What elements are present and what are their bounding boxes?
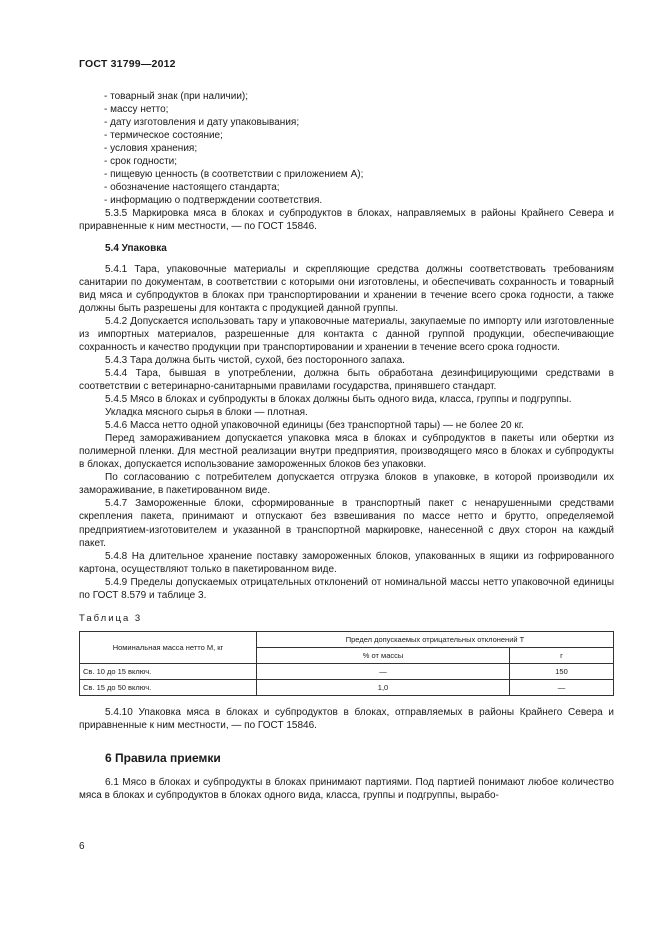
table-row: [80, 663, 614, 679]
list-item: - пищевую ценность (в соответствии с приложением А);: [104, 169, 364, 181]
paragraph-5-4-2: 5.4.2 Допускается использовать тару и упаковочные материалы, закупаемые по импорту или изготовленные из импортных материалов, разрешенные для контакта с данной группой продукции, обеспечивающие сохранность и качество продукции при транспортировании и хранении в течение всего срока годности.: [79, 315, 614, 353]
section-heading-6: 6 Правила приемки: [105, 751, 221, 766]
paragraph-5-4-6-agreement: По согласованию с потребителем допускается отгрузка блоков в упаковке, в которой производили их замораживание, в пакетированном виде.: [79, 472, 614, 497]
paragraph-5-4-7: 5.4.7 Замороженные блоки, сформированные в транспортный пакет с ненарушенными средствами скрепления пакета, принимают и отпускают без взвешивания по массе нетто и брутто, определяемой предприятием-изготовителем и указанной в транспортной маркировке, нанесенной с двух сторон на каждый пакет.: [79, 498, 614, 549]
table-header-grams: г: [510, 647, 614, 663]
paragraph-5-4-10: 5.4.10 Упаковка мяса в блоках и субпродуктов в блоках, отправляемых в районы Крайнего Севера и приравненные к ним местности, — по ГОСТ 15846.: [79, 707, 614, 732]
paragraph-5-4-5-packing: Укладка мясного сырья в блоки — плотная.: [105, 407, 308, 419]
paragraph-5-4-9: 5.4.9 Пределы допускаемых отрицательных отклонений от номинальной массы нетто упаковочной единицы по ГОСТ 8.579 и таблице 3.: [79, 576, 614, 601]
table-cell-percent: —: [257, 663, 510, 679]
paragraph-5-4-4: 5.4.4 Тара, бывшая в употреблении, должна быть обработана дезинфицирующими средствами в соответствии с ветеринарно-санитарными правилами государства, принявшего стандарт.: [79, 367, 614, 392]
table-cell-grams: —: [510, 679, 614, 695]
list-item: - массу нетто;: [104, 104, 169, 116]
list-item: - условия хранения;: [104, 143, 198, 155]
table-header-row: [80, 631, 614, 647]
list-item: - обозначение настоящего стандарта;: [104, 182, 280, 194]
list-item: - информацию о подтверждении соответствия.: [104, 195, 323, 207]
list-item: - товарный знак (при наличии);: [104, 91, 249, 102]
section-heading-5-4: 5.4 Упаковка: [105, 242, 167, 254]
table-cell-mass: Св. 15 до 50 включ.: [80, 679, 257, 695]
table-caption: Таблица 3: [79, 612, 143, 624]
paragraph-5-4-1: 5.4.1 Тара, упаковочные материалы и скрепляющие средства должны соответствовать требованиям санитарии по документам, в соответствии с которыми они изготовлены, и обеспечивать сохранность и товарный вид мяса и субпродуктов в блоках при транспортировании и хранении в течение всего срока годности, а также должны быть разрешены для контакта с продукцией данной группы.: [79, 263, 614, 314]
list-item: - термическое состояние;: [104, 130, 223, 142]
paragraph-5-4-8: 5.4.8 На длительное хранение поставку замороженных блоков, упакованных в ящики из гофрированного картона, осуществляют только в пакетированном виде.: [79, 550, 614, 575]
paragraph-5-4-3: 5.4.3 Тара должна быть чистой, сухой, без посторонного запаха.: [105, 354, 405, 366]
paragraph-5-4-5: 5.4.5 Мясо в блоках и субпродукты в блоках должны быть одного вида, класса, группы и подгруппы.: [105, 394, 572, 406]
table-header-percent: % от массы: [257, 647, 510, 663]
tolerance-table: [79, 631, 614, 696]
paragraph-5-4-6-freezing: Перед замораживанием допускается упаковка мяса в блоках и субпродуктов в пакеты или обертки из полимерной пленки. Для местной реализации внутри предприятия, производящего мясо в блоках и субпродукты в блоках, допускается использование замороженных блоков без упаковки.: [79, 433, 614, 471]
list-item: - дату изготовления и дату упаковывания;: [104, 117, 300, 129]
table-row: [80, 679, 614, 695]
page-content: [79, 90, 614, 802]
table-cell-grams: 150: [510, 663, 614, 679]
paragraph-6-1: 6.1 Мясо в блоках и субпродукты в блоках принимают партиями. Под партией понимают любое количество мяса в блоках и субпродуктов в блоках одного вида, класса, группы и подгруппы, вырабо-: [79, 777, 614, 802]
table-header-tolerance: Предел допускаемых отрицательных отклонений T: [257, 631, 614, 647]
list-item: - срок годности;: [104, 156, 178, 168]
table-cell-percent: 1,0: [257, 679, 510, 695]
paragraph-5-4-6: 5.4.6 Масса нетто одной упаковочной единицы (без транспортной тары) — не более 20 кг.: [105, 420, 524, 432]
marking-list: [79, 90, 614, 207]
paragraph-5-3-5: 5.3.5 Маркировка мяса в блоках и субпродуктов в блоках, направляемых в районы Крайнего Севера и приравненные к ним местности, — по ГОСТ 15846.: [79, 208, 614, 233]
standard-header: ГОСТ 31799—2012: [79, 58, 176, 70]
page-number: 6: [79, 841, 85, 852]
table-header-mass: Номинальная масса нетто M, кг: [80, 631, 257, 663]
table-cell-mass: Св. 10 до 15 включ.: [80, 663, 257, 679]
